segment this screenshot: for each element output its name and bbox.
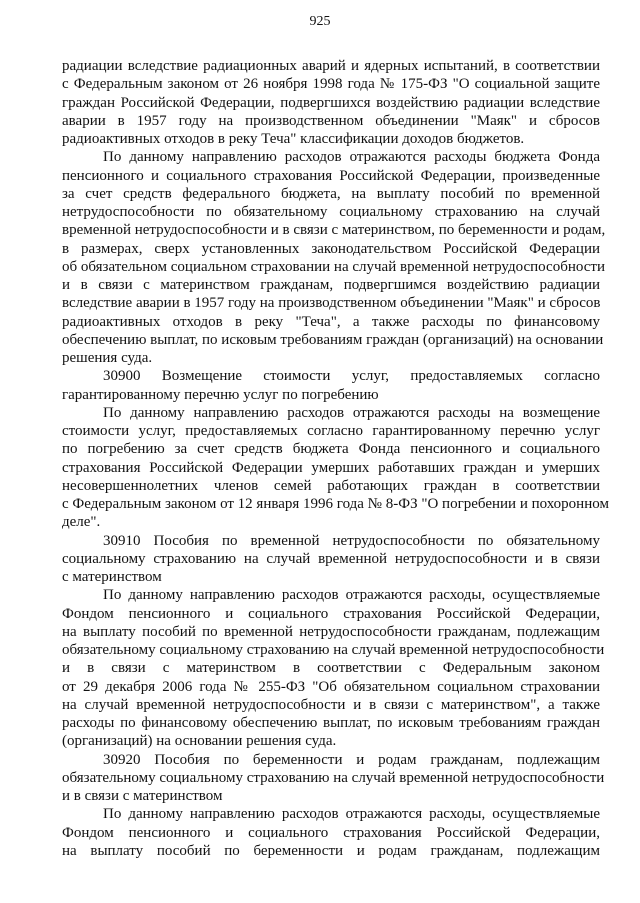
text-line: об обязательном социальном страховании на случай временной нетрудоспособности bbox=[62, 258, 605, 275]
text-line: по погребению за счет средств бюджета Фонда пенсионного и социального bbox=[62, 441, 600, 458]
text-line: стоимости услуг, предоставляемых согласно гарантированному перечню услуг bbox=[62, 423, 600, 439]
paragraph bbox=[62, 532, 600, 587]
page-number: 925 bbox=[309, 14, 331, 29]
paragraph bbox=[62, 805, 600, 860]
paragraph bbox=[62, 586, 605, 750]
text-line: с Федеральным законом от 26 ноября 1998 года № 175-ФЗ "О социальной защите bbox=[62, 76, 600, 93]
paragraph bbox=[62, 751, 605, 806]
text-line: радиоактивных отходов в реку Теча" классификации доходов бюджетов. bbox=[62, 131, 525, 147]
paragraph bbox=[62, 404, 609, 532]
text-line: (организаций) на основании решения суда. bbox=[62, 733, 337, 750]
text-line: пенсионного и социального страхования Российской Федерации, произведенные bbox=[62, 167, 600, 184]
text-line: на случай временной нетрудоспособности и в связи с материнством", а также bbox=[62, 696, 600, 713]
text-line: аварии в 1957 году на производственном объединении "Маяк" и сбросов bbox=[62, 112, 600, 129]
text-line: нетрудоспособности по обязательному социальному страхованию на случай bbox=[62, 204, 600, 220]
paragraph bbox=[62, 367, 600, 404]
text-line: гарантированному перечню услуг по погребению bbox=[62, 386, 379, 403]
text-line: обязательному социальному страхованию на случай временной нетрудоспособности bbox=[62, 642, 605, 658]
text-line: Фондом пенсионного и социального страхования Российской Федерации, bbox=[62, 605, 600, 622]
text-line: вследствие аварии в 1957 году на производственном объединении "Маяк" и сбросов bbox=[62, 295, 601, 312]
text-line: По данному направлению расходов отражаются расходы, осуществляемые bbox=[103, 806, 600, 823]
text-line: несовершеннолетних членов семей работающих граждан в соответствии bbox=[62, 477, 600, 494]
text-line: радиации вследствие радиационных аварий и ядерных испытаний, в соответствии bbox=[62, 58, 600, 74]
text-line: и в связи с материнством bbox=[62, 788, 223, 804]
text-line: 30920 Пособия по беременности и родам гражданам, подлежащим bbox=[103, 751, 600, 768]
text-line: и в связи с материнством гражданам, подвергшимся воздействию радиации bbox=[62, 277, 600, 293]
text-line: По данному направлению расходов отражаются расходы, осуществляемые bbox=[103, 587, 600, 604]
text-line: По данному направлению расходов отражаются расходы на возмещение bbox=[103, 404, 600, 421]
text-line: расходы по финансовому обеспечению выплат, по исковым требованиям граждан bbox=[62, 715, 600, 731]
text-line: 30910 Пособия по временной нетрудоспособности по обязательному bbox=[103, 532, 600, 549]
text-line: в размерах, сверх установленных законодательством Российской Федерации bbox=[62, 240, 600, 257]
text-line: временной нетрудоспособности и в связи с материнством, по беременности и родам, bbox=[62, 222, 606, 239]
paragraph bbox=[62, 148, 606, 367]
text-line: Фондом пенсионного и социального страхования Российской Федерации, bbox=[62, 824, 600, 841]
text-line: на выплату пособий по беременности и родам гражданам, подлежащим bbox=[62, 842, 600, 859]
text-line: страхования Российской Федерации умерших работавших граждан и умерших bbox=[62, 459, 600, 476]
text-line: от 29 декабря 2006 года № 255-ФЗ "Об обязательном социальном страховании bbox=[62, 678, 600, 695]
paragraph bbox=[62, 57, 600, 148]
text-line: с материнством bbox=[62, 569, 162, 585]
text-line: радиоактивных отходов в реку "Теча", а также расходы по финансовому bbox=[62, 313, 600, 330]
text-line: и в связи с материнством в соответствии с Федеральным законом bbox=[62, 660, 600, 677]
text-line: обеспечению выплат, по исковым требованиям граждан (организаций) на основании bbox=[62, 331, 604, 348]
text-line: решения суда. bbox=[62, 350, 153, 366]
text-line: с Федеральным законом от 12 января 1996 года № 8-ФЗ "О погребении и похоронном bbox=[62, 496, 609, 512]
text-line: социальному страхованию на случай временной нетрудоспособности и в связи bbox=[62, 550, 600, 567]
text-line: деле". bbox=[62, 514, 101, 531]
text-line: 30900 Возмещение стоимости услуг, предоставляемых согласно bbox=[103, 368, 600, 385]
text-line: По данному направлению расходов отражаются расходы бюджета Фонда bbox=[103, 149, 600, 166]
document-body bbox=[62, 57, 609, 860]
text-line: обязательному социальному страхованию на случай временной нетрудоспособности bbox=[62, 769, 605, 786]
text-line: граждан Российской Федерации, подвергшихся воздействию радиации вследствие bbox=[62, 94, 600, 111]
text-line: на выплату пособий по временной нетрудоспособности гражданам, подлежащим bbox=[62, 623, 600, 640]
text-line: за счет средств федерального бюджета, на выплату пособий по временной bbox=[62, 185, 600, 202]
